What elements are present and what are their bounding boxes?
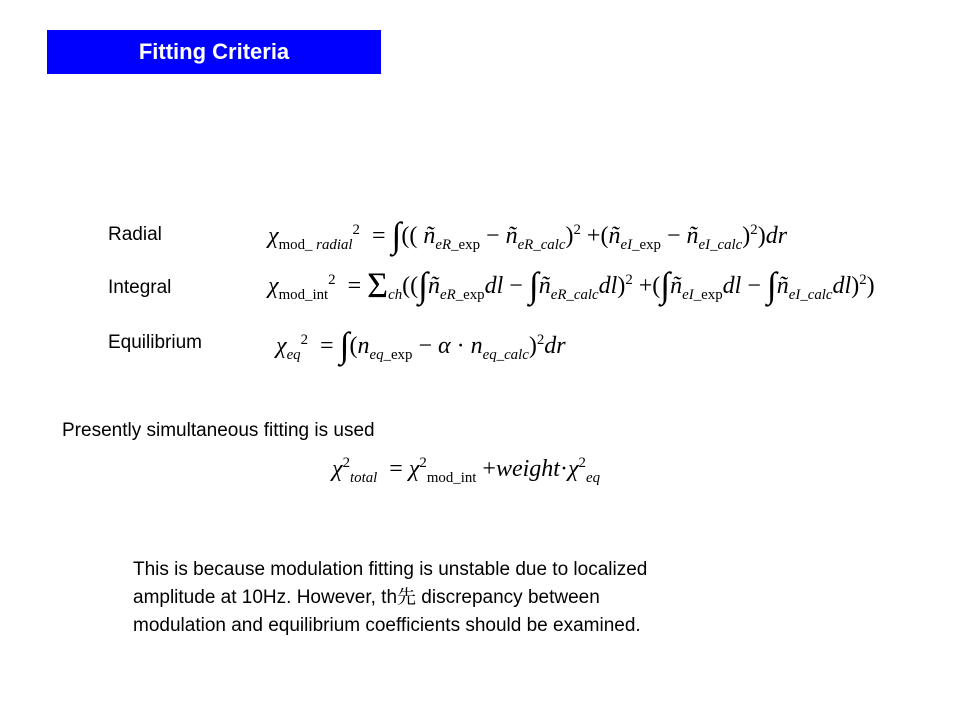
radial-label: Radial xyxy=(108,224,162,245)
equilibrium-label: Equilibrium xyxy=(108,332,202,353)
total-chi-square-equation: $\chi^2_{total} = \chi^2_{mod\_int}$ $+weight\cdot\chi^2_{eq}$ xyxy=(332,455,601,486)
simultaneous-fitting-note: Presently simultaneous fitting is used xyxy=(62,420,375,441)
paragraph-line-1: This is because modulation fitting is unstable due to localized xyxy=(133,559,648,580)
integral-equation: $\chi_{mod\_int}^2$ = $\Sigma_{ch}((\int ñ_{eR\_exp}dl$ − $\int ñ_{eR\_calc}dl)^2$ $+(\int ñ_{eI\_exp}dl$ − $\int ñ_{eI\_calc}dl)^2$) xyxy=(268,265,875,305)
paragraph-line-3: modulation and equilibrium coefficients should be examined. xyxy=(133,615,641,636)
paragraph-line-2: amplitude at 10Hz. However, th先 discrepancy between xyxy=(133,587,600,608)
integral-label: Integral xyxy=(108,277,172,298)
explanation-paragraph xyxy=(133,556,813,640)
slide-title: Fitting Criteria xyxy=(47,30,381,74)
equilibrium-equation: $\chi_{eq}^2 = \int(n_{eq\_exp} - \alpha \cdot n_{eq\_calc})^2dr$ xyxy=(276,325,566,365)
radial-equation: $\chi_{mod\_ radial}^2$ = ∫(( $ñ_{eR\_exp}$ − $ñ_{eR\_calc})^2$ $+(ñ_{eI\_exp}$ − $ñ_{eI\_calc})^2)dr$ xyxy=(268,215,788,255)
